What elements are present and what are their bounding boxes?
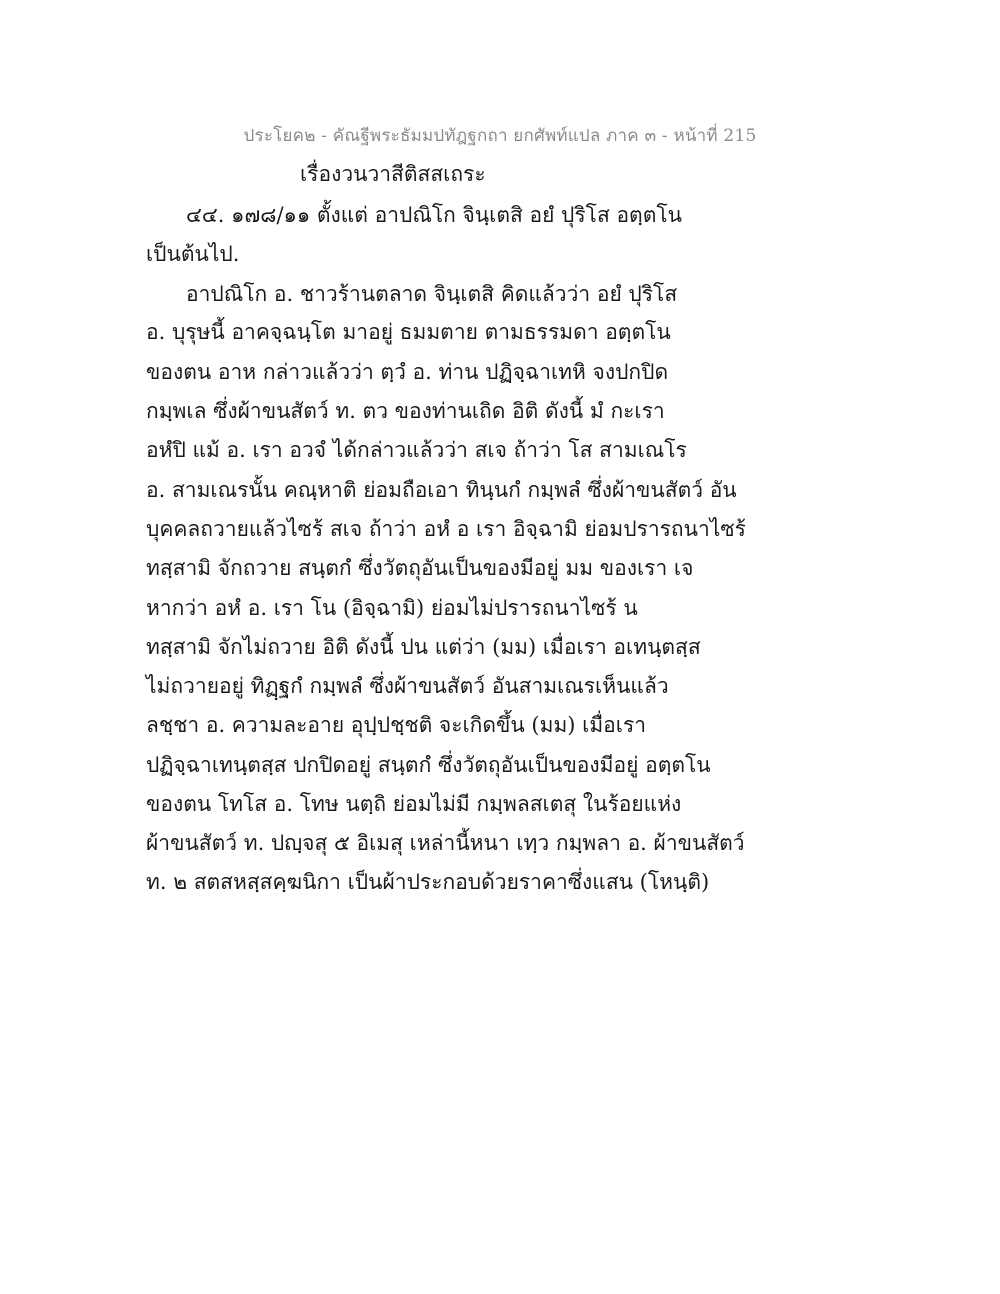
body-line: อ. บุรุษนี้ อาคจฺฉนฺโต มาอยู่ ธมมตาย ตามธรรมดา อตฺตโน — [146, 320, 671, 344]
body-line: ผ้าขนสัตว์ ท. ปญฺจสุ ๕ อิเมสุ เหล่านี้หนา เทฺว กมฺพลา อ. ผ้าขนสัตว์ — [146, 831, 745, 855]
running-header: ประโยค๒ - คัณฐีพระธัมมปทัฎฐกถา ยกศัพท์แปล ภาค ๓ - หน้าที่ 215 — [243, 126, 757, 146]
body-line: เป็นต้นไป. — [146, 242, 240, 266]
body-line: ทสฺสามิ จักไม่ถวาย อิติ ดังนี้ ปน แต่ว่า (มม) เมื่อเรา อเทนฺตสฺส — [146, 635, 701, 659]
body-line: ของตน โทโส อ. โทษ นตฺถิ ย่อมไม่มี กมฺพลสเตสุ ในร้อยแห่ง — [146, 792, 682, 816]
body-line: ปฏิจฺฉาเทนฺตสฺส ปกปิดอยู่ สนฺตกํ ซึ่งวัตถุอันเป็นของมีอยู่ อตฺตโน — [146, 753, 711, 777]
body-line: หากว่า อหํ อ. เรา โน (อิจฺฉามิ) ย่อมไม่ปรารถนาไซร้ น — [146, 596, 638, 620]
body-line: บุคคลถวายแล้วไซร้ สเจ ถ้าว่า อหํ อ เรา อิจฺฉามิ ย่อมปรารถนาไซร้ — [146, 517, 746, 541]
body-line: ท. ๒ สตสหสฺสคฺฆนิกา เป็นผ้าประกอบด้วยราคาซึ่งแสน (โหนฺติ) — [146, 870, 710, 894]
body-line: ลชฺชา อ. ความละอาย อุปฺปชฺชติ จะเกิดขึ้น (มม) เมื่อเรา — [146, 713, 647, 737]
body-line: อาปณิโก อ. ชาวร้านตลาด จินฺเตสิ คิดแล้วว่า อยํ ปุริโส — [186, 282, 678, 306]
story-title: เรื่องวนวาสีติสสเถระ — [300, 162, 486, 186]
body-line: ๔๔. ๑๗๘/๑๑ ตั้งแต่ อาปณิโก จินฺเตสิ อยํ ปุริโส อตฺตโน — [186, 203, 682, 227]
body-line: ของตน อาห กล่าวแล้วว่า ตฺวํ อ. ท่าน ปฏิจฺฉาเทหิ จงปกปิด — [146, 360, 669, 384]
body-line: กมฺพเล ซึ่งผ้าขนสัตว์ ท. ตว ของท่านเถิด อิติ ดังนี้ มํ กะเรา — [146, 399, 665, 423]
body-line: ไม่ถวายอยู่ ทิฏฺฐกํ กมฺพลํ ซึ่งผ้าขนสัตว์ อันสามเณรเห็นแล้ว — [146, 674, 669, 698]
body-line: อ. สามเณรนั้น คณฺหาติ ย่อมถือเอา ทินฺนกํ กมฺพลํ ซึ่งผ้าขนสัตว์ อัน — [146, 478, 737, 502]
body-line: ทสฺสามิ จักถวาย สนฺตกํ ซึ่งวัตถุอันเป็นของมีอยู่ มม ของเรา เจ — [146, 556, 694, 580]
body-line: อหํปิ แม้ อ. เรา อวจํ ได้กล่าวแล้วว่า สเจ ถ้าว่า โส สามเณโร — [146, 438, 687, 462]
